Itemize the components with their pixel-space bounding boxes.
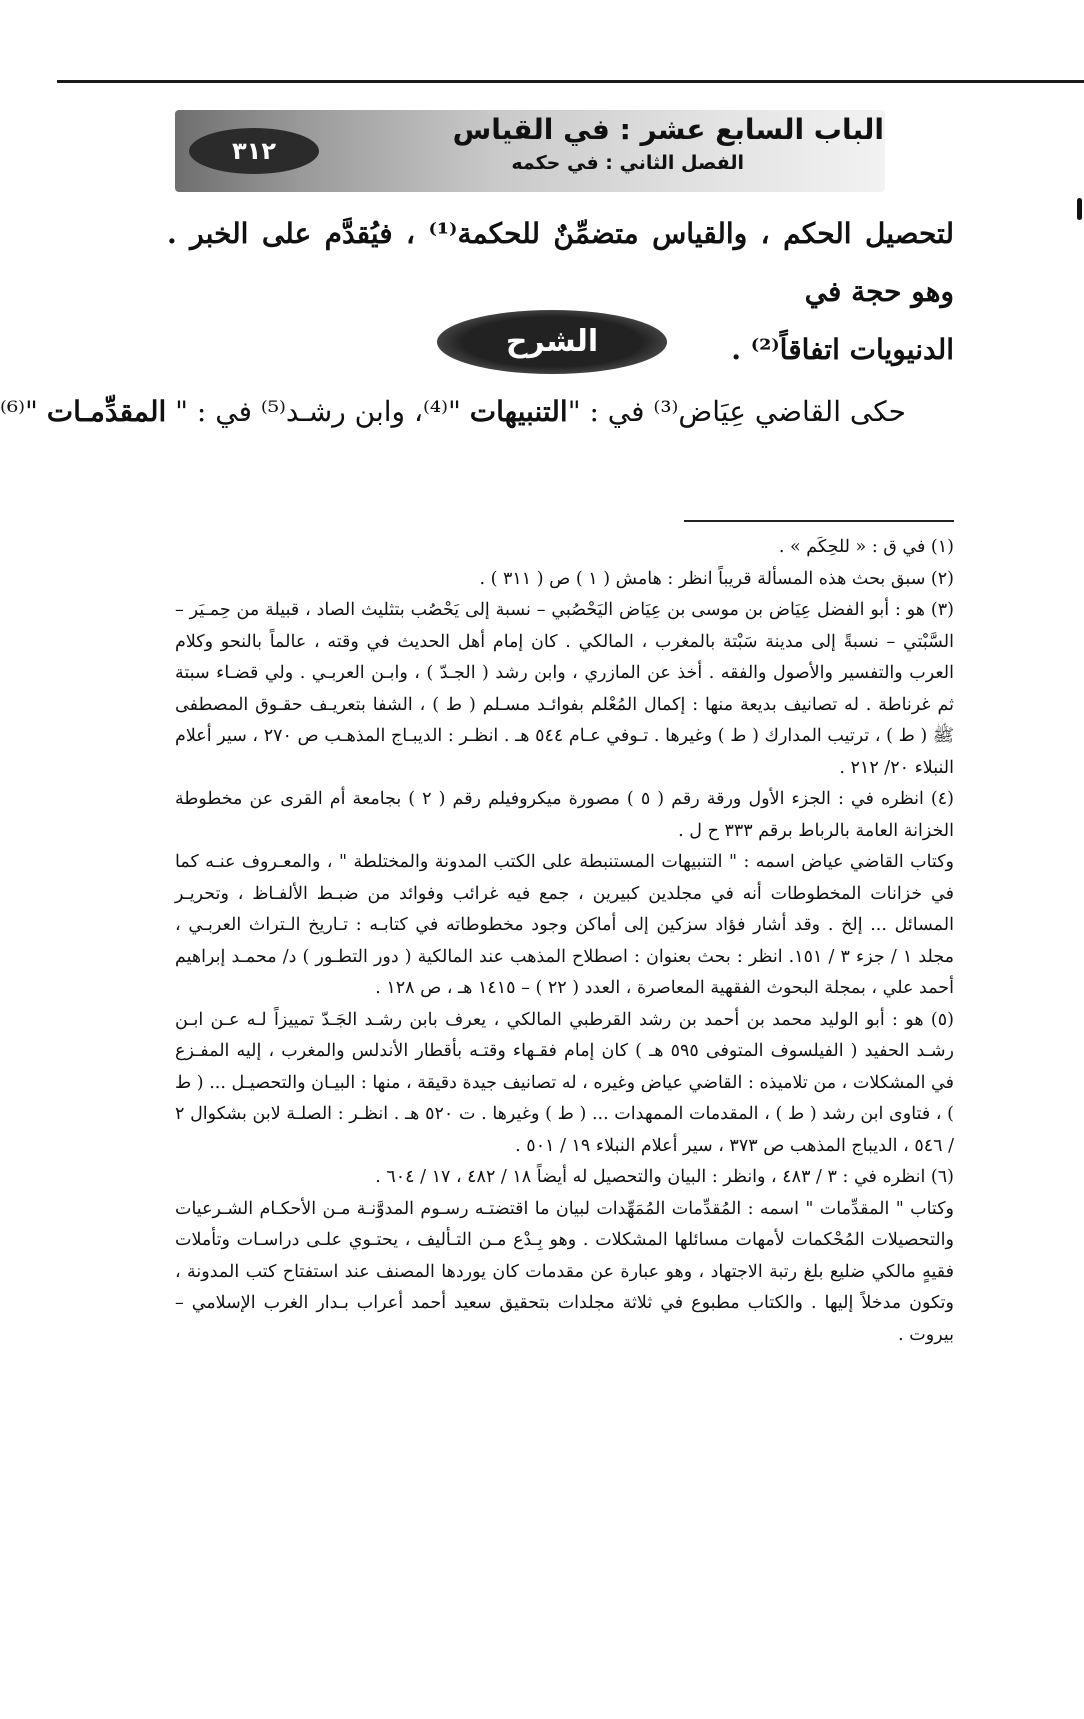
footnote-4: (٤) انظره في : الجزء الأول ورقة رقم ( ٥ ) مصورة ميكروفيلم رقم ( ٢ ) بجامعة أم القرى عن مخطوطة الخزانة العامة بالرباط برقم ٣٣٣ ح ل . [175, 789, 954, 841]
page-number: ٣١٢ [189, 128, 319, 174]
footnote-6: (٦) انظره في : ٣ / ٤٨٣ ، وانظر : البيان والتحصيل له أيضاً ١٨ / ٤٨٢ ، ١٧ / ٦٠٤ . [375, 1167, 954, 1187]
footnote-4-body: وكتاب القاضي عياض اسمه : " التنبيهات المستنبطة على الكتب المدونة والمختلطة " ، والمعـروف عنـه كما في خزانات المخطوطات أنه في مجلدين كبيرين ، جمع فيه غرائب وفوائد من ضبـط الألفـاظ ، وتحريـر المسائل ... إلخ . وقد أشار فؤاد سزكين إلى أماكن وجود مخطوطاته في كتابـه : تـاريخ الـتراث العربـي ، مجلد ١ / جزء ٣ / ١٥١. انظر : بحث بعنوان : اصطلاح المذهب عند المالكية ( دور التطـور ) د/ محمـد إبراهيم أحمد علي ، بمجلة البحوث الفقهية المعاصرة ، العدد ( ٢٢ ) – ١٤١٥ هـ ، ص ١٢٨ . [175, 852, 954, 998]
book-title-tanbihat: التنبيهات [469, 395, 568, 428]
footnote-separator [684, 520, 954, 522]
footnote-6-body: وكتاب " المقدِّمات " اسمه : المُقدِّمات المُمَهِّدات لبيان ما اقتضتـه رسـوم المدوَّنـة مـن الأحكـام الشـرعيات والتحصيلات المُحْكمات لأمهات مسائلها المشكلات . وهو بِـدْع مـن التـأليف ، يحتـوي علـى دراسـات وتأملات فقيهٍ مالكي ضليع بلغ رتبة الاجتهاد ، وهو عبارة عن مقدمات كان يوردها المصنف عند استفتاح كتب المدونة ، وتكون مدخلاً إليها . والكتاب مطبوع في ثلاثة مجلدات بتحقيق سعيد أحمد أعراب بـدار الغرب الإسلامي – بيروت . [175, 1198, 954, 1345]
footnote-5: (٥) هو : أبو الوليد محمد بن أحمد بن رشد القرطبي المالكي ، يعرف بابن رشـد الجَـدّ تمييزاً لـه عـن ابـن رشـد الحفيد ( الفيلسوف المتوفى ٥٩٥ هـ ) كان إمام فقـهاء وقتـه بأقطار الأندلس والمغرب ، إليه المفـزع في المشكلات ، من تلاميذه : القاضي عياض وغيره ، له تصانيف جيدة دقيقة ، منها : البيـان والتحصيـل ... ( ط ) ، فتاوى ابن رشد ( ط ) ، المقدمات الممهدات ... ( ط ) وغيرها . ت ٥٢٠ هـ . انظـر : الصلـة لابن بشكوال ٢ / ٥٤٦ ، الديباج المذهب ص ٣٧٣ ، سير أعلام النبلاء ١٩ / ٥٠١ . [175, 1009, 955, 1156]
commentary-intro [0, 392, 906, 432]
sharh-heading: الشرح [437, 310, 667, 374]
footnote-3: (٣) هو : أبو الفضل عِيَاض بن موسى بن عِيَاض اليَحْصُبي – نسبة إلى يَحْصُب بتثليث الصاد ، قبيلة من حِمـيَر – السَّبْتي – نسبةً إلى مدينة سَبْتة بالمغرب ، المالكي . كان إمام أهل الحديث في وقته ، عالماً بالنحو وكلام العرب والتفسير والأصول والفقه . أخذ عن المازري ، وابن رشد ( الجـدّ ) ، وابـن العربـي . ولي قضـاء سبتة ثم غرناطة . له تصانيف بديعة منها : إكمال المُعْلم بفوائـد مسـلم ( ط ) ، الشفا بتعريـف حقـوق المصطفى ﷺ ( ط ) ، ترتيب المدارك ( ط ) وغيرها . تـوفي عـام ٥٤٤ هـ . انظـر : الديبـاج المذهـب ص ٢٧٠ ، سير أعلام النبلاء ٢٠/ ٢١٢ . [175, 600, 954, 778]
margin-mark [1077, 198, 1082, 220]
top-rule [57, 80, 1084, 83]
footnote-1: (١) في ق : « للحِكَم » . [778, 537, 954, 557]
footnotes [175, 532, 954, 1351]
intro-text: حكى القاضي عِيَاض⁽³⁾ في : " [567, 395, 906, 428]
intro-text: "⁽⁴⁾، وابن رشـد⁽⁵⁾ في : " [166, 395, 470, 428]
main-text-line: لتحصيل الحكم ، والقياس متضمِّنٌ للحكمة⁽¹⁾ ، فيُقدَّم على الخبر . وهو حجة في [167, 217, 954, 308]
footnote-2: (٢) سبق بحث هذه المسألة قريباً انظر : هامش ( ١ ) ص ( ٣١١ ) . [479, 568, 954, 589]
book-title-muqaddimat: المقدِّمـات [46, 395, 167, 428]
intro-text: "⁽⁶⁾ [0, 395, 47, 428]
main-text-line: الدنيويات اتفاقاً⁽²⁾ . [731, 333, 954, 366]
section-title: الفصل الثاني : في حكمه [511, 152, 744, 174]
chapter-title: الباب السابع عشر : في القياس [452, 113, 884, 146]
